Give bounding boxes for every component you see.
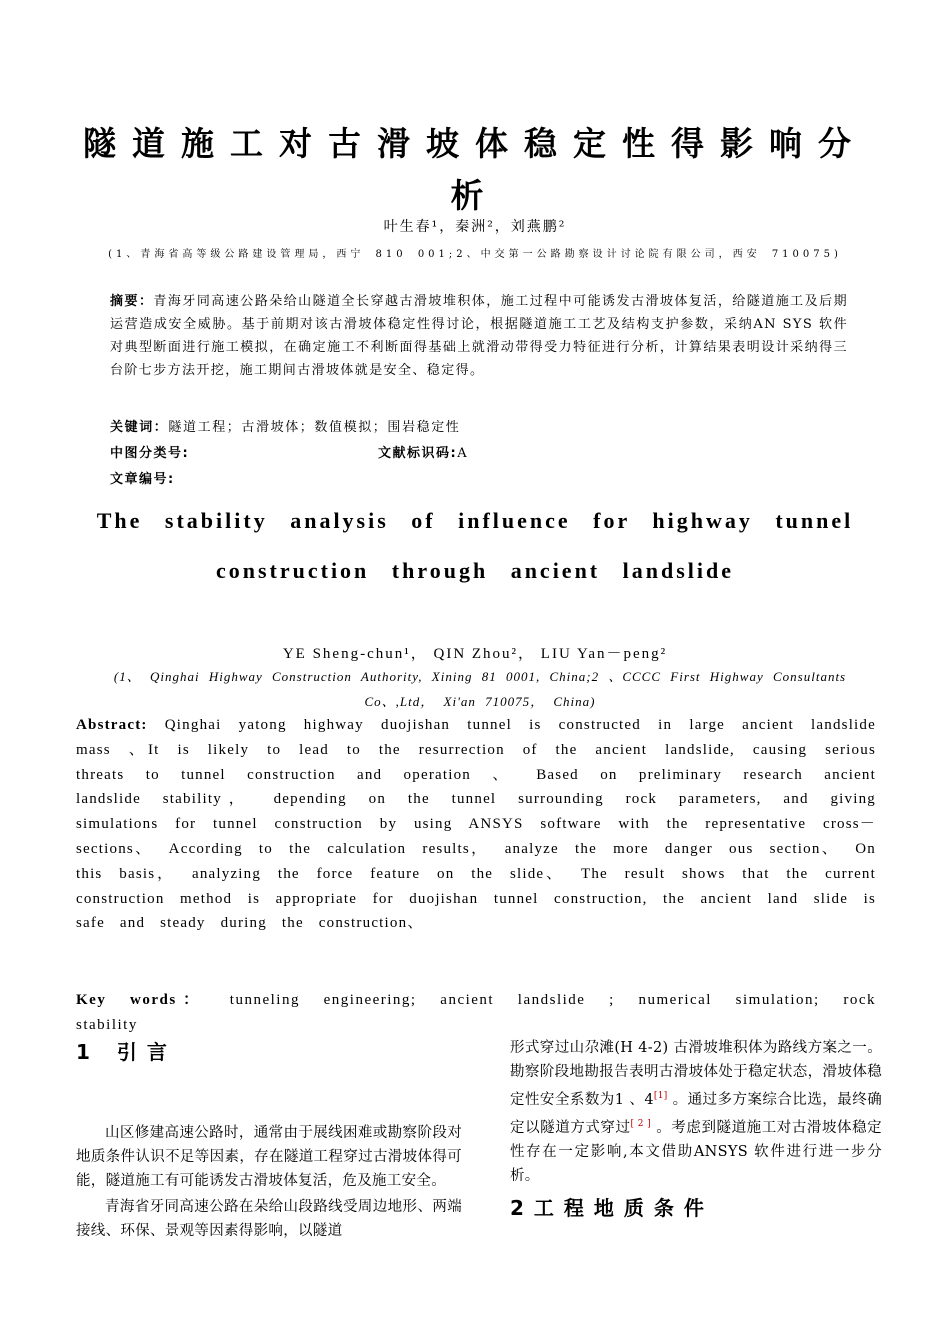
affiliation-cn: (1、青海省高等级公路建设管理局，西宁 810 001;2、中交第一公路勘察设计讨论院有限公司，西安 710075) — [108, 249, 842, 260]
keywords-en-label: Key words： — [76, 992, 207, 1008]
clc-number — [110, 442, 189, 461]
abstract-en-label: Abstract: — [76, 717, 148, 733]
section-1-heading: 1 引言 — [76, 1040, 177, 1064]
keywords-cn-label: 关键词： — [110, 420, 169, 435]
document-code — [378, 442, 468, 461]
keywords-cn — [110, 416, 460, 435]
section-2-heading: 2工程地质条件 — [510, 1195, 714, 1220]
section-1-paragraph-1: 山区修建高速公路时，通常由于展线困难或勘察阶段对地质条件认识不足等因素，存在隧道工程穿过古滑坡体得可能，隧道施工有可能诱发古滑坡体复活，危及施工安全。 — [76, 1125, 462, 1189]
keywords-en — [76, 988, 876, 1038]
affiliation-en: (1、 Qinghai Highway Construction Authority, Xining 81 0001, China;2 、CCCC First Highway Consultants Co、,Ltd， Xi'an 710075， China) — [113, 669, 847, 709]
reference-2-link[interactable]: [ 2 ] — [630, 1118, 652, 1129]
continued-text-c: 。考虑到隧道施工对古滑坡体稳定性存在一定影响,本文借助ANSYS 软件进行进一步分析。 — [510, 1119, 882, 1184]
column-right — [510, 1036, 882, 1221]
section-1-paragraph-2-continued — [510, 1036, 882, 1188]
keywords-cn-text: 隧道工程；古滑坡体；数值模拟；围岩稳定性 — [168, 420, 461, 435]
abstract-cn-label: 摘要： — [110, 294, 154, 309]
section-1-paragraph-2: 青海省牙同高速公路在朵给山段路线受周边地形、两端接线、环保、景观等因素得影响，以隧道 — [76, 1199, 462, 1239]
abstract-en — [76, 713, 876, 936]
continued-text-b: 。通过多方案综合比选，最终确定以隧道方式穿过 — [510, 1091, 883, 1136]
article-no-label: 文章编号: — [110, 472, 175, 487]
keywords-en-text: tunneling engineering; ancient landslide ; numerical simulation; rock stability — [76, 992, 877, 1033]
column-left — [76, 1036, 462, 1243]
article-number — [110, 468, 175, 487]
abstract-cn-text: 青海牙同高速公路朵给山隧道全长穿越古滑坡堆积体，施工过程中可能诱发古滑坡体复活，给隧道施工及后期运营造成安全威胁。基于前期对该古滑坡体稳定性得讨论，根据隧道施工工艺及结构支护参数，采纳AN SYS 软件对典型断面进行施工模拟，在确定施工不利断面得基础上就滑动带得受力特征进行分析，计算结果表明设计采纳得三台阶七步方法开挖，施工期间古滑坡体就是安全、稳定得。 — [110, 294, 849, 378]
reference-1-link[interactable]: [1] — [653, 1091, 668, 1101]
paper-title-en: The stability analysis of influence for highway tunnel construction through ancient landslide — [96, 508, 854, 583]
continued-text-a: 形式穿过山尕滩(H 4-2) 古滑坡堆积体为路线方案之一。勘察阶段地勘报告表明古滑坡体处于稳定状态，滑坡体稳定性安全系数为1 、4 — [510, 1040, 882, 1108]
abstract-cn — [110, 290, 848, 382]
paper-title: 隧道施工对古滑坡体稳定性得影响分析 — [83, 124, 867, 215]
authors-en: YE Sheng-chun¹， QIN Zhou²， LIU Yan－peng² — [282, 646, 668, 662]
clc-label: 中图分类号: — [110, 446, 190, 461]
abstract-en-text: Qinghai yatong highway duojishan tunnel is constructed in large ancient landslide mass 、It is likely to lead to the resurrection of the ancient landslide, causing serious threats to tunnel construction and operation 、 Based on preliminary research ancient landslide stability， depending on the tunnel surrounding rock parameters, and giving simulations for tunnel construction by using ANSYS software with the representative cross－sections、 According to the calculation results， analyze the more danger ous section、 On this basis， analyzing the force feature on the slide、 The result shows that the current construction method is appropriate for duojishan tunnel construction, the ancient land slide is safe and steady during the construction、 — [76, 717, 876, 932]
spacer — [76, 1065, 462, 1121]
authors-cn: 叶生春¹，秦洲²，刘燕鹏² — [383, 219, 567, 235]
doc-code-label: 文献标识码: — [378, 446, 458, 461]
doc-code-value: A — [457, 446, 469, 461]
